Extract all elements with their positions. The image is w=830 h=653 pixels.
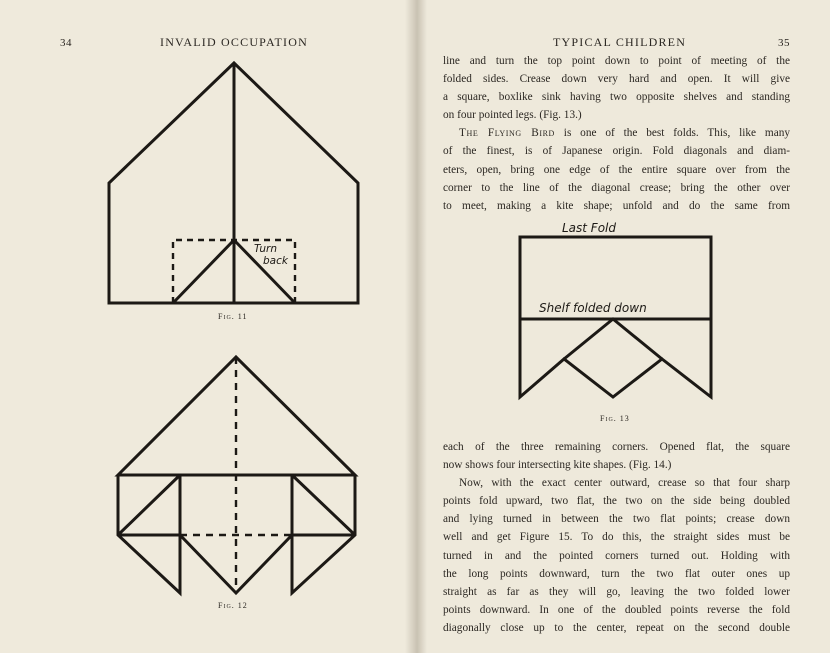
fig13-label-shelf: Shelf folded down bbox=[539, 301, 647, 315]
text-line: each of the three remaining corners. Opened flat, the square bbox=[443, 441, 790, 453]
fig11-label-turn: Turn bbox=[254, 243, 277, 255]
fig13-label-last-fold: Last Fold bbox=[562, 221, 617, 235]
text-line: to meet, making a kite shape; unfold and do the same from bbox=[443, 199, 790, 212]
right-page-number: 35 bbox=[778, 37, 790, 49]
text-line: a square, boxlike sink having two opposite shelves and standing bbox=[443, 91, 790, 104]
right-page bbox=[415, 0, 830, 653]
text-line: points downward. In one of the doubled points reverse the fold bbox=[443, 603, 790, 616]
figure-13 bbox=[415, 0, 830, 420]
text-line: line and turn the top point down to point of meeting of the bbox=[443, 55, 790, 67]
fig12-outer-left-fold bbox=[118, 475, 180, 535]
fig11-label-back: back bbox=[263, 255, 288, 267]
flying-bird-heading: The Flying Bird bbox=[459, 127, 555, 140]
text-line: diagonally close up to the center, repeat on the second double bbox=[443, 621, 790, 634]
right-bottom-text bbox=[443, 438, 790, 637]
text-line: now shows four intersecting kite shapes. (Fig. 14.) bbox=[443, 459, 672, 472]
fig13-center-diamond bbox=[564, 319, 662, 359]
text-line: turned in and the pointed corners turned out. Holding with bbox=[443, 549, 790, 562]
text-line: points fold upward, two flat, the two on the side being doubled bbox=[443, 495, 790, 508]
text-line: corner to the line of the diagonal crease; bring the other over bbox=[443, 181, 790, 194]
text-line: on four pointed legs. (Fig. 13.) bbox=[443, 109, 582, 122]
right-running-head: TYPICAL CHILDREN bbox=[553, 35, 687, 49]
text-line: the long points downward, turn the two flat outer ones up bbox=[443, 567, 790, 580]
left-page-number: 34 bbox=[60, 37, 72, 49]
text-line: Now, with the exact center outward, crease so that four sharp bbox=[459, 477, 790, 490]
text-line: folded sides. Crease down very hard and open. It will give bbox=[443, 73, 790, 86]
text-line: well and get Figure 15. To do this, the straight sides must be bbox=[443, 531, 790, 544]
fig12-outer-right-fold bbox=[292, 475, 355, 535]
text-line: eters, open, bring one edge of the entire square over from the bbox=[443, 163, 790, 176]
fig11-caption: Fig. 11 bbox=[218, 312, 248, 321]
text-line: of the finest, is of Japanese origin. Fold diagonals and diam- bbox=[443, 145, 790, 158]
flying-bird-paragraph-first-line: The Flying Bird is one of the best folds. This, like many bbox=[459, 127, 791, 140]
text-line: and lying turned in between the two flat points; crease down bbox=[443, 513, 790, 526]
text-line: straight as far as they will go, leaving the two folded lower bbox=[443, 585, 790, 598]
fig12-caption: Fig. 12 bbox=[218, 601, 248, 610]
left-running-head: INVALID OCCUPATION bbox=[160, 35, 308, 49]
fig13-lower-outline bbox=[520, 319, 711, 397]
fig13-caption: Fig. 13 bbox=[600, 414, 630, 423]
